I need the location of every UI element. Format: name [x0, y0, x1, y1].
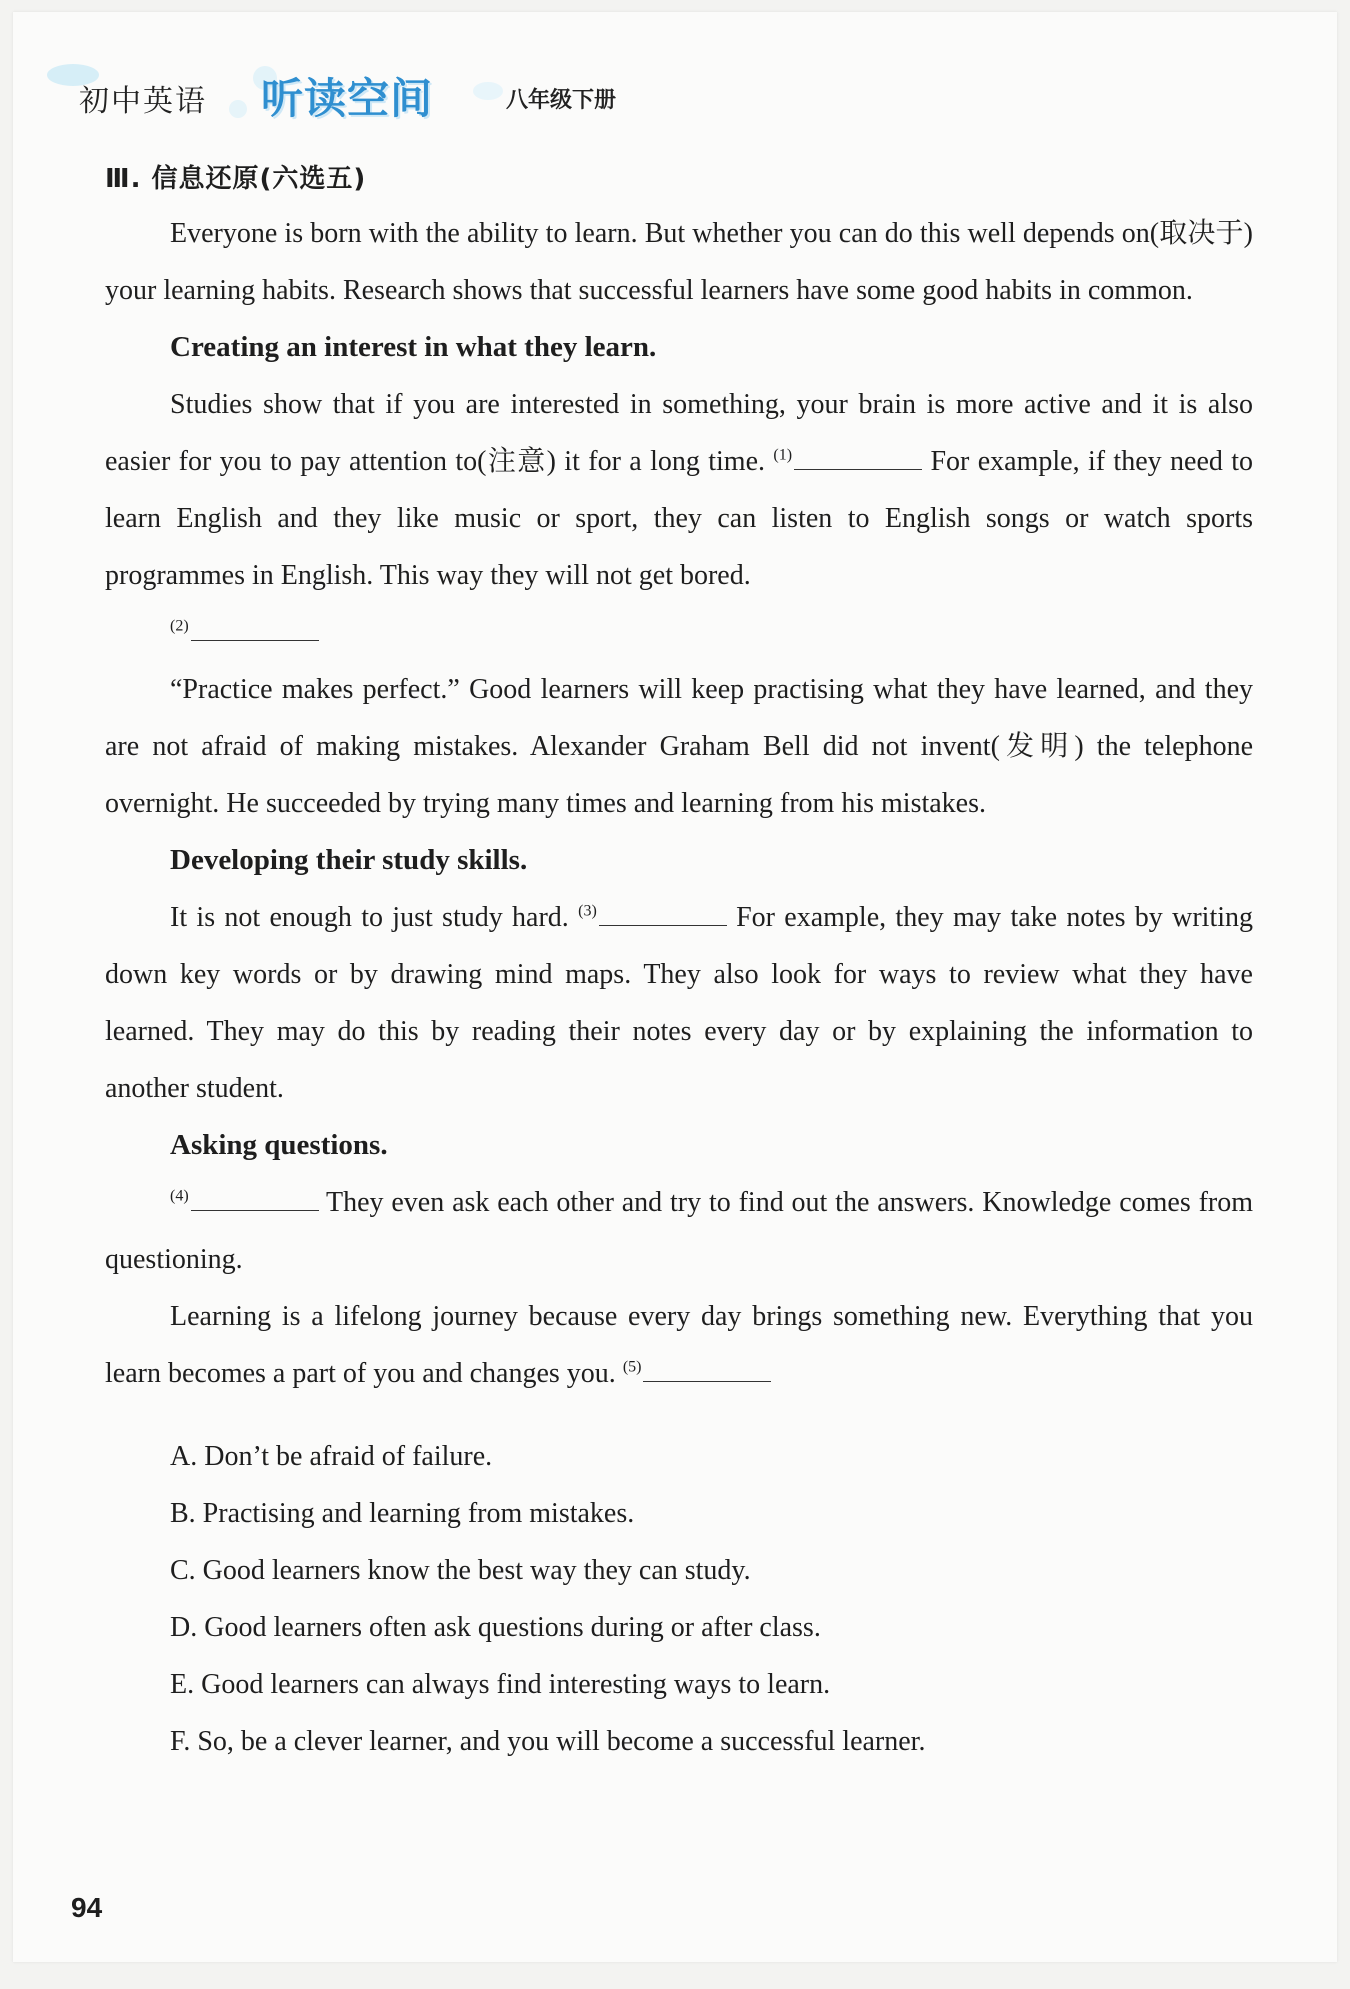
paragraph-text: They even ask each other and try to find out the answers. Knowledge comes from questioning.	[105, 1187, 1253, 1275]
heading-asking-questions: Asking questions.	[170, 1129, 388, 1161]
intro-paragraph: Everyone is born with the ability to learn. But whether you can do this well depends on(取决于) your learning habits. Research shows that successful learners have some good habits in common.	[105, 218, 1253, 306]
option-f: F. So, be a clever learner, and you will become a successful learner.	[170, 1726, 926, 1757]
blank-number: (3)	[578, 902, 597, 920]
heading-study-skills: Developing their study skills.	[170, 844, 528, 876]
blank-number: (4)	[170, 1187, 189, 1205]
section-title: Ⅲ. 信息还原(六选五)	[105, 164, 367, 194]
blank-line-2	[170, 604, 1253, 661]
blank-number: (1)	[773, 446, 793, 464]
option-a: A. Don’t be afraid of failure.	[170, 1441, 493, 1472]
book-title-logo: 听读空间	[261, 74, 434, 123]
option-b: B. Practising and learning from mistakes.	[170, 1498, 635, 1529]
decorative-bubble	[229, 100, 247, 118]
paragraph-practice: “Practice makes perfect.” Good learners will keep practising what they have learned, and they are not afraid of making mistakes. Alexander Graham Bell did not invent(发明) the telephone overnight. He succeeded by trying many times and learning from his mistakes.	[105, 674, 1253, 819]
paragraph-study-skills	[105, 889, 1253, 1117]
answer-blank-3[interactable]	[599, 903, 727, 926]
decorative-bubble	[473, 82, 503, 100]
paragraph-questions	[105, 1174, 1253, 1288]
paragraph-text: For example, if they need to learn English and they like music or sport, they can listen to English songs or watch sports programmes in English. This way they will not get bored.	[105, 446, 1254, 591]
paragraph-text: For example, they may take notes by writing down key words or by drawing mind maps. They also look for ways to review what they have learned. They may do this by reading their notes every day or by explaining the information to another student.	[105, 902, 1253, 1104]
option-e: E. Good learners can always find interesting ways to learn.	[170, 1669, 831, 1700]
book-series-label: 初中英语	[79, 84, 207, 119]
answer-blank-4[interactable]	[191, 1188, 319, 1211]
options-list	[105, 1428, 1253, 1770]
paragraph-lifelong	[105, 1288, 1253, 1402]
paragraph-interest	[105, 376, 1253, 604]
paragraph-text: It is not enough to just study hard.	[170, 902, 569, 933]
option-d: D. Good learners often ask questions during or after class.	[170, 1612, 821, 1643]
answer-blank-1[interactable]	[794, 447, 922, 470]
page-number: 94	[71, 1892, 103, 1923]
blank-number: (2)	[170, 617, 189, 635]
textbook-page	[13, 12, 1337, 1962]
answer-blank-2[interactable]	[191, 618, 319, 641]
grade-label: 八年级下册	[506, 88, 617, 113]
heading-interest: Creating an interest in what they learn.	[170, 331, 657, 363]
option-c: C. Good learners know the best way they can study.	[170, 1555, 751, 1586]
page-header	[43, 54, 743, 132]
exercise-content	[105, 146, 1253, 1770]
answer-blank-5[interactable]	[643, 1359, 771, 1382]
paragraph-text: Studies show that if you are interested in something, your brain is more active and it is also easier for you to pay attention to(注意) it for a long time.	[105, 389, 1253, 477]
blank-number: (5)	[622, 1358, 642, 1376]
paragraph-text: Learning is a lifelong journey because every day brings something new. Everything that you learn becomes a part of you and changes you.	[105, 1301, 1253, 1389]
